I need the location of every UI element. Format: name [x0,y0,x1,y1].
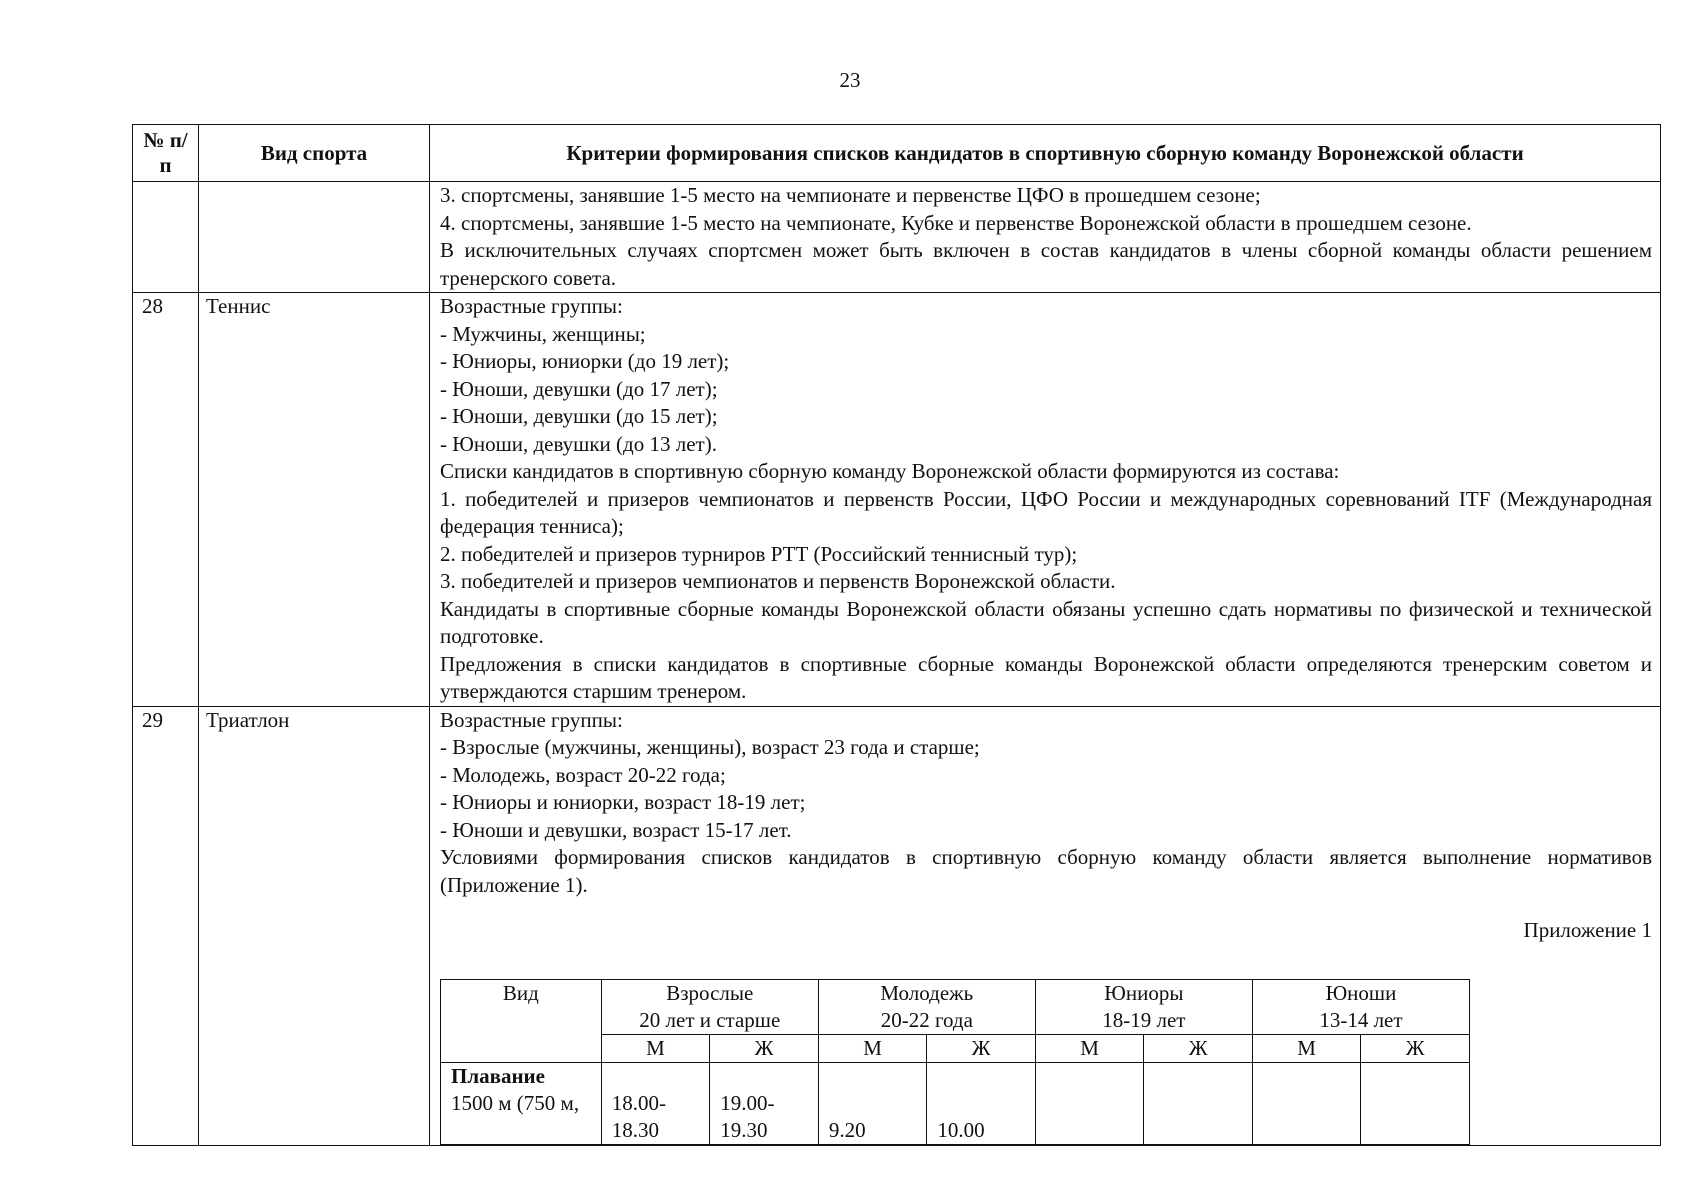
annex-value: 9.20 [828,1117,866,1142]
annex-group-age: 18-19 лет [1102,1007,1186,1032]
annex-vid-header: Вид [441,979,602,1062]
row-sport: Триатлон [199,706,430,1145]
annex-group-name: Юниоры [1104,980,1184,1005]
annex-group-age: 13-14 лет [1319,1007,1403,1032]
criteria-line: 3. спортсмены, занявшие 1-5 место на чемпионате и первенстве ЦФО в прошедшем сезоне; [440,183,1261,207]
criteria-line: В исключительных случаях спортсмен может быть включен в состав кандидатов в члены сборной команды области решением тренерского совета. [440,238,1652,290]
table-row [133,293,1661,707]
criteria-line: 2. победителей и призеров турниров РТТ (Российский теннисный тур); [440,541,1078,566]
criteria-line: - Взрослые (мужчины, женщины), возраст 23 года и старше; [440,735,980,759]
annex-gender-f: Ж [927,1034,1036,1062]
annex-sport-detail: 1500 м (750 м, [451,1090,580,1115]
annex-gender-f: Ж [710,1034,819,1062]
annex-value-cell [1144,1062,1253,1144]
annex-group-age: 20-22 года [880,1007,973,1032]
criteria-line: - Юноши, девушки (до 13 лет). [440,431,717,456]
annex-gender-m: М [601,1034,710,1062]
criteria-line: - Юниоры, юниорки (до 19 лет); [440,349,730,373]
annex-group-name: Взрослые [666,980,754,1005]
criteria-line: - Мужчины, женщины; [440,321,646,346]
row-num: 28 [133,293,199,707]
annex-label: Приложение 1 [1523,918,1652,942]
annex-group-header [818,979,1035,1034]
criteria-line: Возрастные группы: [440,707,623,732]
annex-value: 19.00-19.30 [720,1090,775,1142]
criteria-line: - Юноши и девушки, возраст 15-17 лет. [440,817,792,842]
table-row [133,182,1661,293]
header-sport: Вид спорта [199,125,430,182]
annex-header-row [441,979,1470,1034]
header-criteria: Критерии формирования списков кандидатов в спортивную сборную команду Воронежской области [430,125,1661,182]
annex-group-header [1252,979,1469,1034]
annex-gender-m: М [1252,1034,1361,1062]
annex-value-cell [710,1062,819,1144]
annex-data-row [441,1062,1470,1144]
criteria-line: Условиями формирования списков кандидатов в спортивную сборную команду области является выполнение нормативов (Приложение 1). [440,845,1652,897]
criteria-line: - Молодежь, возраст 20-22 года; [440,762,726,787]
header-num: № п/п [133,125,199,182]
table-row [133,706,1661,1145]
row-sport [199,182,430,293]
annex-group-name: Молодежь [880,980,974,1005]
annex-value-cell [818,1062,927,1144]
annex-gender-f: Ж [1144,1034,1253,1062]
criteria-line: Предложения в списки кандидатов в спортивные сборные команды Воронежской области определяются тренерским советом и утверждаются старшим тренером. [440,651,1652,703]
annex-gender-m: М [818,1034,927,1062]
annex-group-header [601,979,818,1034]
annex-sport-name: Плавание [451,1063,545,1088]
criteria-line: - Юниоры и юниорки, возраст 18-19 лет; [440,790,806,814]
annex-group-name: Юноши [1325,980,1397,1005]
row-criteria [430,293,1661,707]
row-criteria [430,182,1661,293]
row-sport: Теннис [199,293,430,707]
row-num [133,182,199,293]
criteria-line: 3. победителей и призеров чемпионатов и первенств Воронежской области. [440,569,1116,593]
annex-value: 10.00 [937,1117,985,1142]
criteria-line: 4. спортсмены, занявшие 1-5 место на чемпионате, Кубке и первенстве Воронежской области в прошедшем сезоне. [440,210,1472,235]
annex-table-wrap [440,945,1652,1145]
annex-value-cell [601,1062,710,1144]
table-header-row [133,125,1661,182]
row-num: 29 [133,706,199,1145]
annex-value-cell [927,1062,1036,1144]
annex-sport-cell [441,1062,602,1144]
criteria-line: Кандидаты в спортивные сборные команды Воронежской области обязаны успешно сдать нормативы по физической и технической подготовке. [440,596,1652,648]
criteria-line: - Юноши, девушки (до 15 лет); [440,404,718,428]
annex-gender-f: Ж [1361,1034,1470,1062]
annex-gender-m: М [1035,1034,1144,1062]
annex-value: 18.00-18.30 [611,1090,667,1142]
annex-group-header [1035,979,1252,1034]
annex-group-age: 20 лет и старше [639,1007,781,1032]
row-criteria [430,706,1661,1145]
page-number: 23 [839,68,861,92]
criteria-line: 1. победителей и призеров чемпионатов и первенств России, ЦФО России и международных соревнований ITF (Международная федерация тенниса); [440,486,1652,538]
annex-value-cell [1035,1062,1144,1144]
annex-table [440,979,1470,1145]
criteria-table [132,124,1661,1146]
criteria-line: - Юноши, девушки (до 17 лет); [440,376,718,401]
annex-value-cell [1361,1062,1470,1144]
annex-value-cell [1252,1062,1361,1144]
criteria-line: Списки кандидатов в спортивную сборную команду Воронежской области формируются из состава: [440,459,1340,483]
criteria-line: Возрастные группы: [440,294,623,318]
